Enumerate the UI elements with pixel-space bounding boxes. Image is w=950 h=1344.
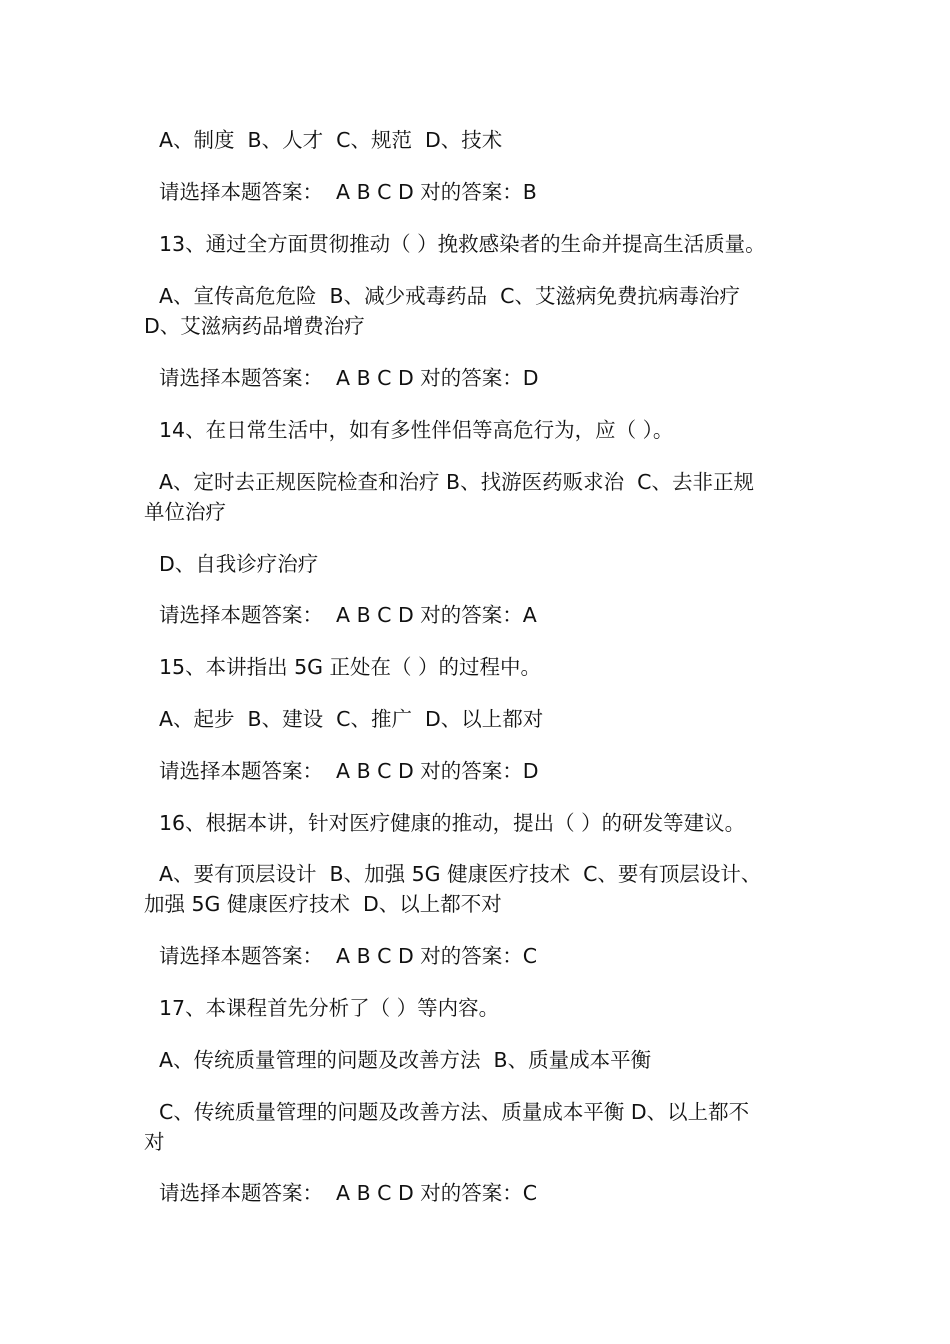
option-line-q15: A、起步 B、建设 C、推广 D、以上都对: [159, 707, 544, 731]
option-line-q16-cont: 加强 5G 健康医疗技术 D、以上都不对: [144, 892, 502, 916]
answer-line-q17: 请选择本题答案： A B C D 对的答案：C: [159, 1181, 538, 1205]
answer-line-q14: 请选择本题答案： A B C D 对的答案：A: [159, 603, 537, 627]
option-line-q12: A、制度 B、人才 C、规范 D、技术: [159, 128, 503, 152]
option-line-q14-d: D、自我诊疗治疗: [159, 552, 319, 576]
answer-line-q13: 请选择本题答案： A B C D 对的答案：D: [159, 366, 539, 390]
question-16: 16、根据本讲，针对医疗健康的推动，提出（ ）的研发等建议。: [159, 811, 746, 835]
option-line-q17: A、传统质量管理的问题及改善方法 B、质量成本平衡: [159, 1048, 652, 1072]
question-15: 15、本讲指出 5G 正处在（ ）的过程中。: [159, 655, 542, 679]
answer-line-q16: 请选择本题答案： A B C D 对的答案：C: [159, 944, 538, 968]
option-line-q17-cont: 对: [144, 1130, 165, 1154]
option-line-q16: A、要有顶层设计 B、加强 5G 健康医疗技术 C、要有顶层设计、: [159, 862, 762, 886]
question-14: 14、在日常生活中，如有多性伴侣等高危行为，应（ ）。: [159, 418, 674, 442]
option-line-q13: A、宣传高危危险 B、减少戒毒药品 C、艾滋病免费抗病毒治疗: [159, 284, 740, 308]
answer-line-q12: 请选择本题答案： A B C D 对的答案：B: [159, 180, 537, 204]
option-line-q17-c: C、传统质量管理的问题及改善方法、质量成本平衡 D、以上都不: [159, 1100, 750, 1124]
question-13: 13、通过全方面贯彻推动（ ）挽救感染者的生命并提高生活质量。: [159, 232, 766, 256]
question-17: 17、本课程首先分析了（ ）等内容。: [159, 996, 500, 1020]
option-line-q13-cont: D、艾滋病药品增费治疗: [144, 314, 365, 338]
option-line-q14: A、定时去正规医院检查和治疗 B、找游医药贩求治 C、去非正规: [159, 470, 754, 494]
option-line-q14-cont: 单位治疗: [144, 500, 226, 524]
answer-line-q15: 请选择本题答案： A B C D 对的答案：D: [159, 759, 539, 783]
